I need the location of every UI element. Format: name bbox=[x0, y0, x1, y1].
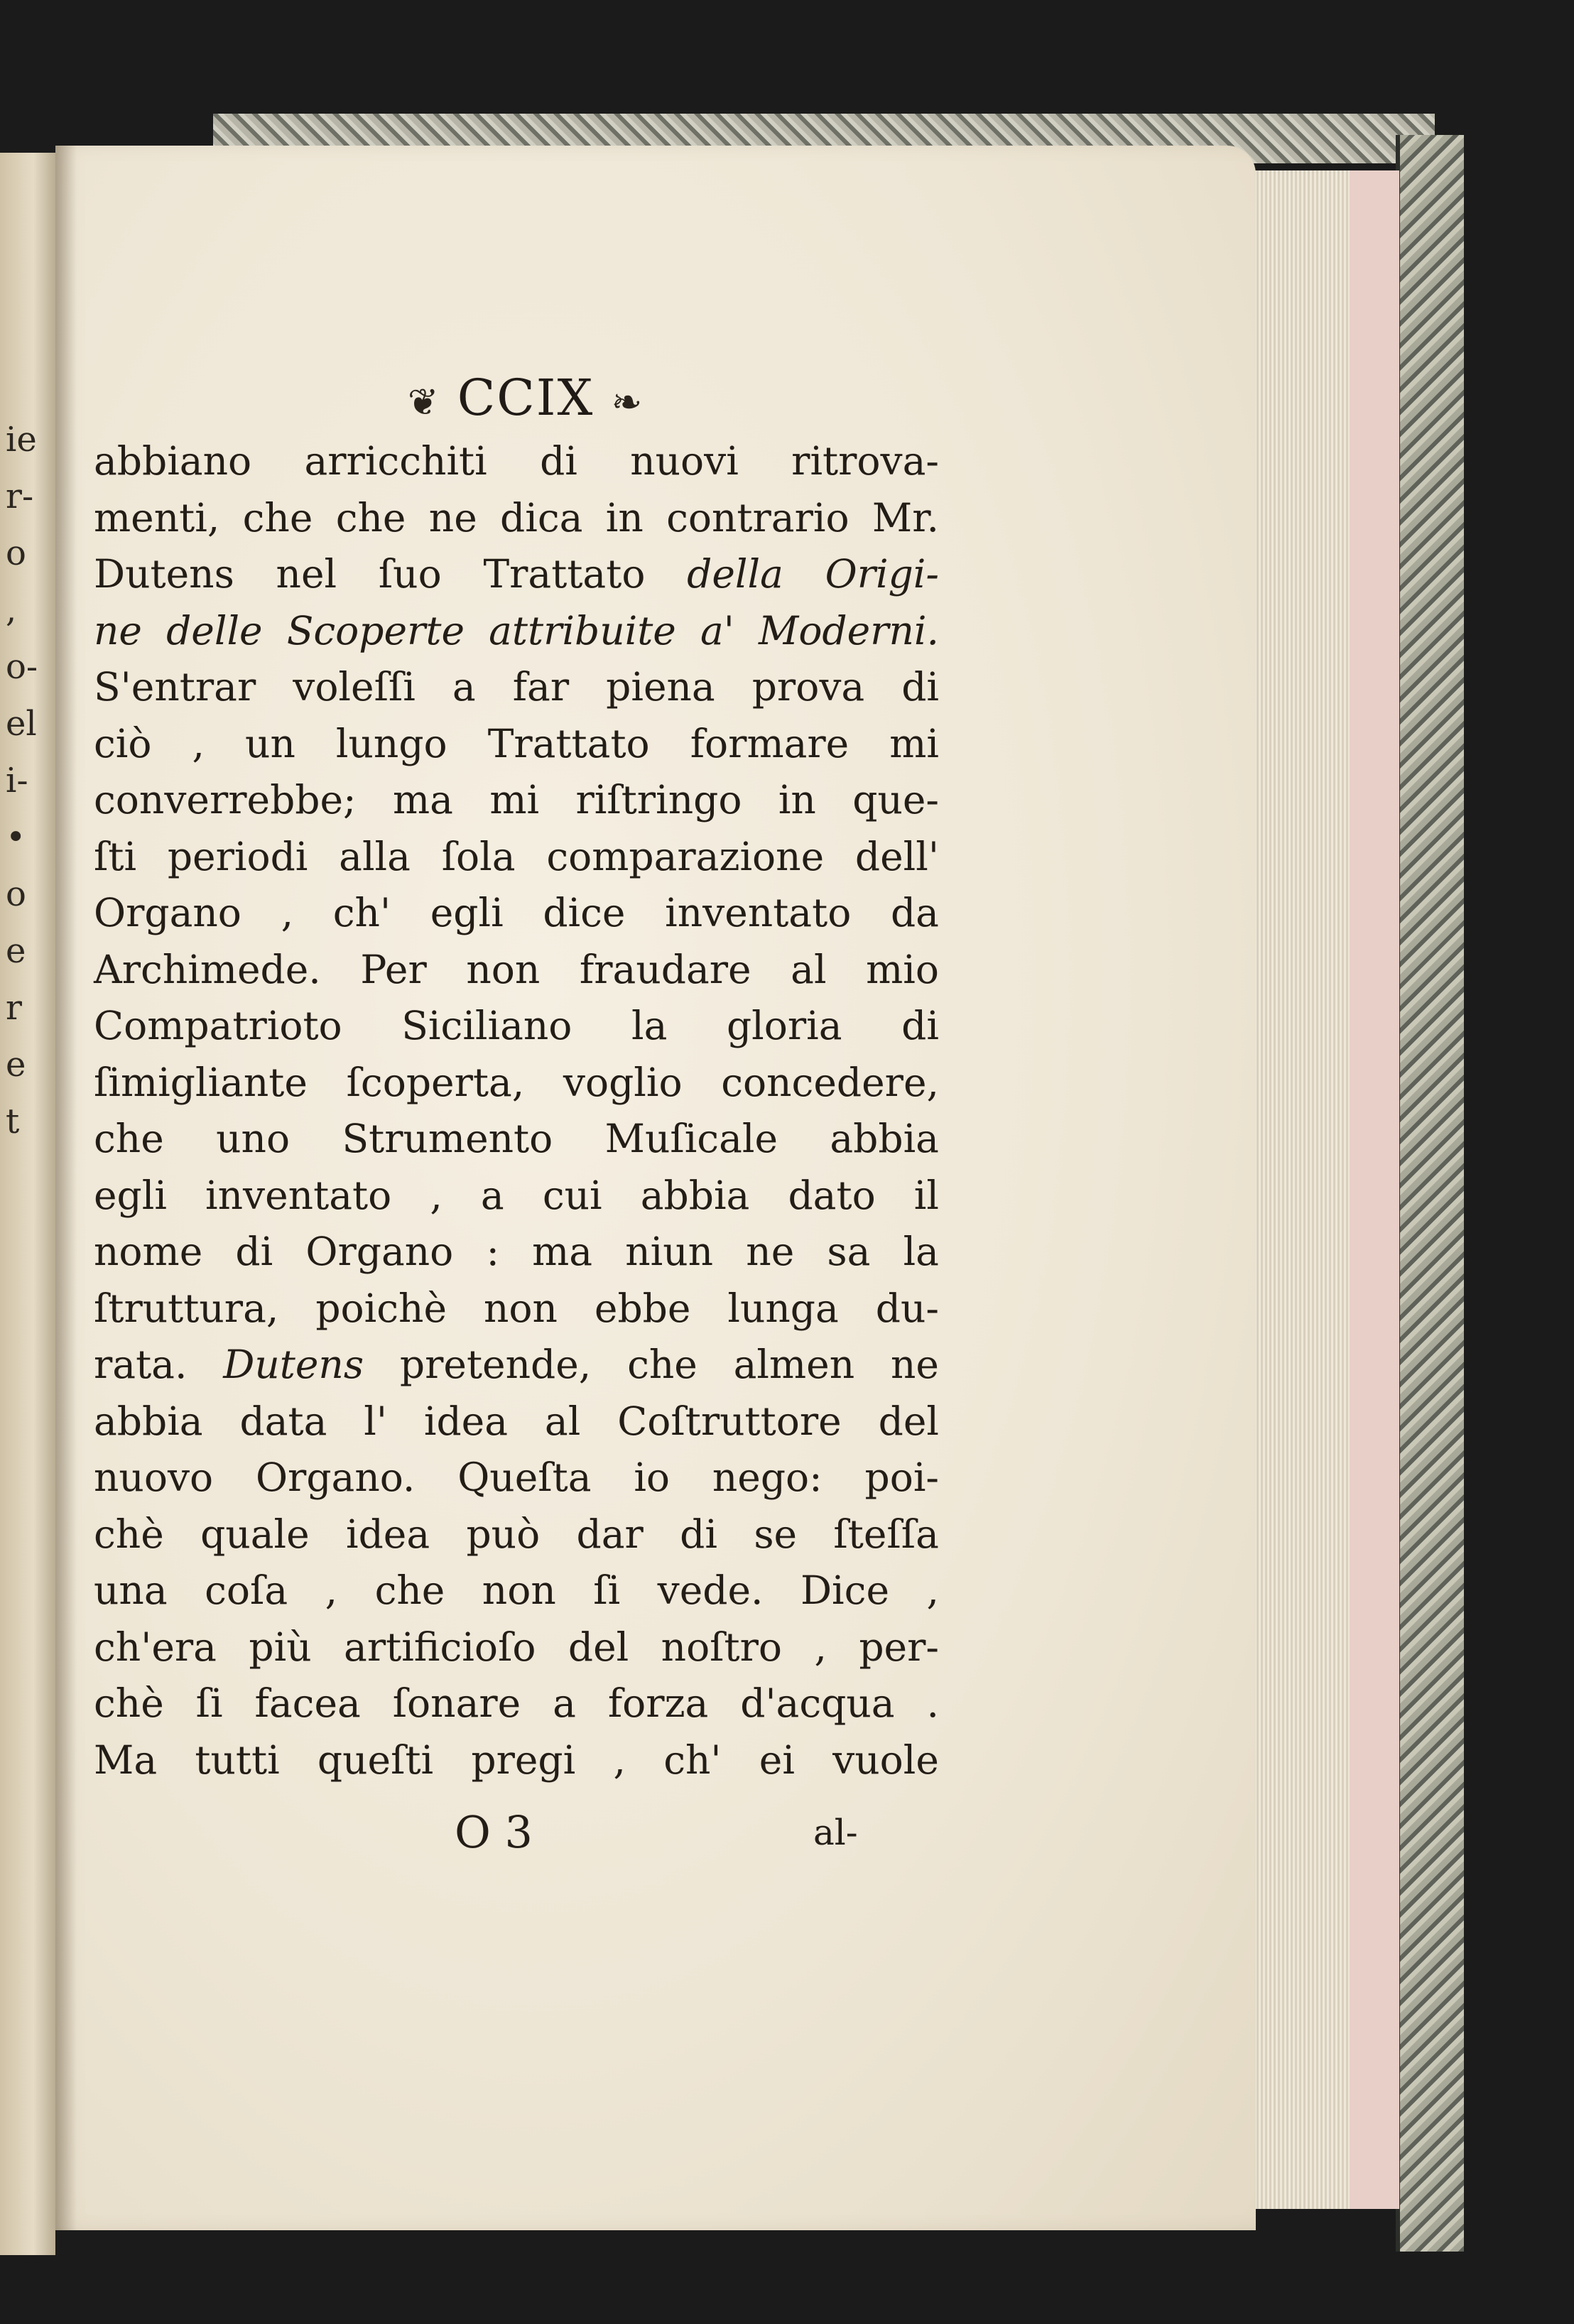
word: la bbox=[903, 1229, 939, 1274]
word: il bbox=[913, 1172, 939, 1218]
text-line bbox=[94, 1732, 939, 1789]
word: , bbox=[325, 1568, 338, 1613]
word: di bbox=[540, 438, 577, 484]
word: che bbox=[627, 1342, 698, 1387]
word: di bbox=[235, 1229, 273, 1274]
word: ne bbox=[428, 494, 477, 541]
word: ne bbox=[890, 1342, 939, 1387]
word: abbia bbox=[830, 1116, 939, 1161]
text-line bbox=[94, 603, 939, 660]
word: Organo. bbox=[255, 1455, 416, 1500]
word: ne bbox=[746, 1229, 795, 1274]
spine-shadow bbox=[55, 146, 77, 2230]
word: al bbox=[544, 1398, 581, 1444]
word: ſola bbox=[441, 833, 516, 879]
word: ſimigliante bbox=[94, 1059, 308, 1105]
word: poichè bbox=[315, 1285, 447, 1331]
facing-page-char: o bbox=[6, 533, 26, 573]
word: , bbox=[192, 720, 205, 766]
word: nuovi bbox=[630, 438, 739, 484]
word: artificioſo bbox=[344, 1624, 536, 1670]
word: Scoperte bbox=[286, 607, 465, 653]
word: Origi- bbox=[825, 551, 939, 597]
page-block-edge bbox=[1250, 170, 1350, 2209]
word: nome bbox=[94, 1229, 203, 1274]
word: Dice bbox=[800, 1568, 889, 1613]
word: ſonare bbox=[392, 1680, 521, 1726]
word: idea bbox=[423, 1398, 509, 1444]
text-line bbox=[94, 1168, 939, 1225]
word: una bbox=[94, 1568, 168, 1613]
word: mi bbox=[889, 720, 939, 766]
endpaper-edge bbox=[1350, 170, 1399, 2209]
word: che bbox=[374, 1568, 445, 1613]
text-line bbox=[94, 1450, 939, 1506]
word: idea bbox=[346, 1511, 430, 1557]
word: riſtringo bbox=[575, 777, 742, 822]
word: io bbox=[634, 1455, 671, 1500]
word: ciò bbox=[94, 720, 152, 766]
facing-page-char: , bbox=[6, 590, 17, 630]
word: mi bbox=[489, 777, 540, 822]
word: ſi bbox=[195, 1680, 223, 1726]
word: voglio bbox=[563, 1059, 683, 1105]
word: ch' bbox=[663, 1737, 722, 1783]
word: più bbox=[249, 1624, 312, 1670]
word: dato bbox=[788, 1172, 876, 1218]
word: concedere, bbox=[721, 1059, 939, 1105]
page-header bbox=[355, 369, 696, 426]
word: dar bbox=[576, 1511, 644, 1557]
word: Organo bbox=[94, 890, 241, 935]
facing-page-char: e bbox=[6, 931, 26, 971]
word: ma bbox=[532, 1229, 593, 1274]
word: a bbox=[553, 1680, 576, 1726]
word: coſa bbox=[205, 1568, 288, 1613]
word: Dutens bbox=[223, 1342, 364, 1387]
word: Queſta bbox=[457, 1455, 592, 1500]
word: forza bbox=[607, 1680, 709, 1726]
word: ritrova- bbox=[791, 438, 939, 484]
word: formare bbox=[690, 720, 850, 766]
facing-page-char: • bbox=[6, 818, 26, 857]
word: Dutens bbox=[94, 551, 234, 597]
text-line bbox=[94, 1506, 939, 1563]
text-line bbox=[94, 885, 939, 942]
word: : bbox=[486, 1229, 499, 1274]
word: a bbox=[452, 664, 476, 710]
text-line bbox=[94, 490, 939, 547]
facing-page-char: t bbox=[6, 1102, 20, 1141]
left-page-edge bbox=[0, 153, 55, 2255]
word: dice bbox=[543, 890, 626, 935]
word: ſteſſa bbox=[833, 1511, 939, 1557]
text-line bbox=[94, 772, 939, 829]
word: ma bbox=[392, 777, 453, 822]
word: facea bbox=[254, 1680, 361, 1726]
word: del bbox=[568, 1624, 629, 1670]
text-line bbox=[94, 1055, 939, 1112]
word: almen bbox=[733, 1342, 855, 1387]
word: niun bbox=[625, 1229, 714, 1274]
word: che bbox=[94, 1116, 164, 1161]
word: Ma bbox=[94, 1737, 158, 1783]
word: comparazione bbox=[546, 833, 825, 879]
word: può bbox=[466, 1511, 541, 1557]
word: Compatrioto bbox=[94, 1003, 342, 1048]
word: lungo bbox=[335, 720, 447, 766]
text-line bbox=[94, 942, 939, 999]
word: quale bbox=[200, 1511, 310, 1557]
word: S'entrar bbox=[94, 664, 256, 710]
word: mio bbox=[866, 946, 939, 992]
word: un bbox=[245, 720, 295, 766]
word: voleſſi bbox=[293, 664, 416, 710]
facing-page-char: r bbox=[6, 988, 22, 1028]
word: menti, bbox=[94, 494, 220, 541]
word: la bbox=[631, 1003, 668, 1048]
word: della bbox=[687, 551, 783, 597]
word: alla bbox=[339, 833, 411, 879]
word: che bbox=[242, 494, 313, 541]
word: rata. bbox=[94, 1342, 188, 1387]
word: inventato bbox=[205, 1172, 392, 1218]
word: a' bbox=[700, 607, 734, 653]
word: Siciliano bbox=[401, 1003, 572, 1048]
word: Moderni. bbox=[759, 607, 939, 653]
facing-page-char: e bbox=[6, 1045, 26, 1085]
ornament-left-icon: ❦ bbox=[407, 381, 440, 424]
word: Muſicale bbox=[604, 1116, 778, 1161]
word: delle bbox=[166, 607, 263, 653]
word: poi- bbox=[864, 1455, 939, 1500]
word: chè bbox=[94, 1680, 164, 1726]
text-line bbox=[94, 1563, 939, 1619]
word: nego: bbox=[712, 1455, 823, 1500]
word: , bbox=[814, 1624, 827, 1670]
word: ſtruttura, bbox=[94, 1285, 279, 1331]
word: ne bbox=[94, 607, 142, 653]
word: Coſtruttore bbox=[617, 1398, 842, 1444]
word: di bbox=[901, 664, 939, 710]
page-number-roman: CCIX bbox=[457, 369, 595, 427]
cover-board-right bbox=[1396, 135, 1464, 2252]
word: que- bbox=[852, 777, 939, 822]
word: ch'era bbox=[94, 1624, 217, 1670]
word: abbiano bbox=[94, 438, 252, 484]
word: Mr. bbox=[872, 494, 939, 541]
word: egli bbox=[94, 1172, 167, 1218]
word: nuovo bbox=[94, 1455, 214, 1500]
word: a bbox=[480, 1172, 504, 1218]
word: di bbox=[680, 1511, 717, 1557]
word: non bbox=[482, 1568, 556, 1613]
word: , bbox=[281, 890, 294, 935]
word: da bbox=[890, 890, 939, 935]
word: in bbox=[605, 494, 644, 541]
word: lunga bbox=[727, 1285, 839, 1331]
word: che bbox=[335, 494, 406, 541]
word: ſcoperta, bbox=[346, 1059, 525, 1105]
ornament-right-icon: ❧ bbox=[611, 381, 644, 424]
word: pregi bbox=[471, 1737, 576, 1783]
text-line bbox=[94, 1394, 939, 1450]
word: du- bbox=[875, 1285, 939, 1331]
text-line bbox=[94, 716, 939, 773]
word: Archimede. bbox=[94, 946, 321, 992]
word: egli bbox=[430, 890, 504, 935]
facing-page-char: ie bbox=[6, 420, 37, 460]
word: pretende, bbox=[399, 1342, 592, 1387]
body-text bbox=[94, 433, 939, 1788]
word: inventato bbox=[665, 890, 852, 935]
text-line bbox=[94, 998, 939, 1055]
word: del bbox=[878, 1398, 939, 1444]
word: ch' bbox=[332, 890, 391, 935]
word: l' bbox=[364, 1398, 387, 1444]
word: Per bbox=[360, 946, 427, 992]
word: non bbox=[483, 1285, 558, 1331]
word: ſi bbox=[593, 1568, 621, 1613]
signature-mark: O 3 bbox=[455, 1806, 533, 1858]
word: far bbox=[512, 664, 570, 710]
text-line bbox=[94, 829, 939, 886]
word: attribuite bbox=[489, 607, 676, 653]
word: nel bbox=[276, 551, 337, 597]
word: vuole bbox=[832, 1737, 939, 1783]
text-line bbox=[94, 659, 939, 716]
word: prova bbox=[751, 664, 865, 710]
text-line bbox=[94, 1676, 939, 1732]
text-line bbox=[94, 1337, 939, 1394]
word: queſti bbox=[317, 1737, 434, 1783]
word: arricchiti bbox=[304, 438, 487, 484]
word: , bbox=[926, 1568, 939, 1613]
word: per- bbox=[859, 1624, 939, 1670]
word: di bbox=[901, 1003, 939, 1048]
word: periodi bbox=[167, 833, 308, 879]
facing-page-char: i- bbox=[6, 761, 28, 800]
word: dell' bbox=[854, 833, 939, 879]
facing-page-char: el bbox=[6, 704, 37, 744]
facing-page-char: o- bbox=[6, 647, 38, 687]
word: d'acqua bbox=[740, 1680, 895, 1726]
word: Trattato bbox=[483, 551, 646, 597]
word: data bbox=[239, 1398, 327, 1444]
word: dica bbox=[500, 494, 583, 541]
word: contrario bbox=[666, 494, 850, 541]
word: ei bbox=[759, 1737, 795, 1783]
word: tutti bbox=[195, 1737, 280, 1783]
text-line bbox=[94, 1619, 939, 1676]
text-line bbox=[94, 1111, 939, 1168]
word: piena bbox=[606, 664, 715, 710]
word: chè bbox=[94, 1511, 164, 1557]
word: converrebbe; bbox=[94, 777, 357, 822]
word: sa bbox=[827, 1229, 871, 1274]
facing-page-char: r- bbox=[6, 477, 34, 516]
word: , bbox=[613, 1737, 626, 1783]
word: fraudare bbox=[579, 946, 751, 992]
facing-page-char: o bbox=[6, 874, 26, 914]
word: ſuo bbox=[378, 551, 442, 597]
word: Trattato bbox=[487, 720, 650, 766]
word: noſtro bbox=[661, 1624, 783, 1670]
word: ſti bbox=[94, 833, 137, 879]
catchword: al- bbox=[813, 1812, 858, 1853]
word: vede. bbox=[657, 1568, 764, 1613]
text-line bbox=[94, 433, 939, 490]
word: uno bbox=[216, 1116, 291, 1161]
word: ebbe bbox=[594, 1285, 691, 1331]
page-footer bbox=[455, 1804, 881, 1861]
word: in bbox=[778, 777, 816, 822]
word: gloria bbox=[726, 1003, 842, 1048]
word: cui bbox=[542, 1172, 602, 1218]
word: , bbox=[430, 1172, 443, 1218]
word: se bbox=[754, 1511, 798, 1557]
word: abbia bbox=[94, 1398, 203, 1444]
word: Strumento bbox=[342, 1116, 553, 1161]
word: Organo bbox=[305, 1229, 454, 1274]
text-line bbox=[94, 1224, 939, 1281]
word: non bbox=[466, 946, 541, 992]
word: al bbox=[791, 946, 827, 992]
word: . bbox=[926, 1680, 939, 1726]
word: abbia bbox=[640, 1172, 750, 1218]
text-line bbox=[94, 1281, 939, 1337]
text-line bbox=[94, 546, 939, 603]
